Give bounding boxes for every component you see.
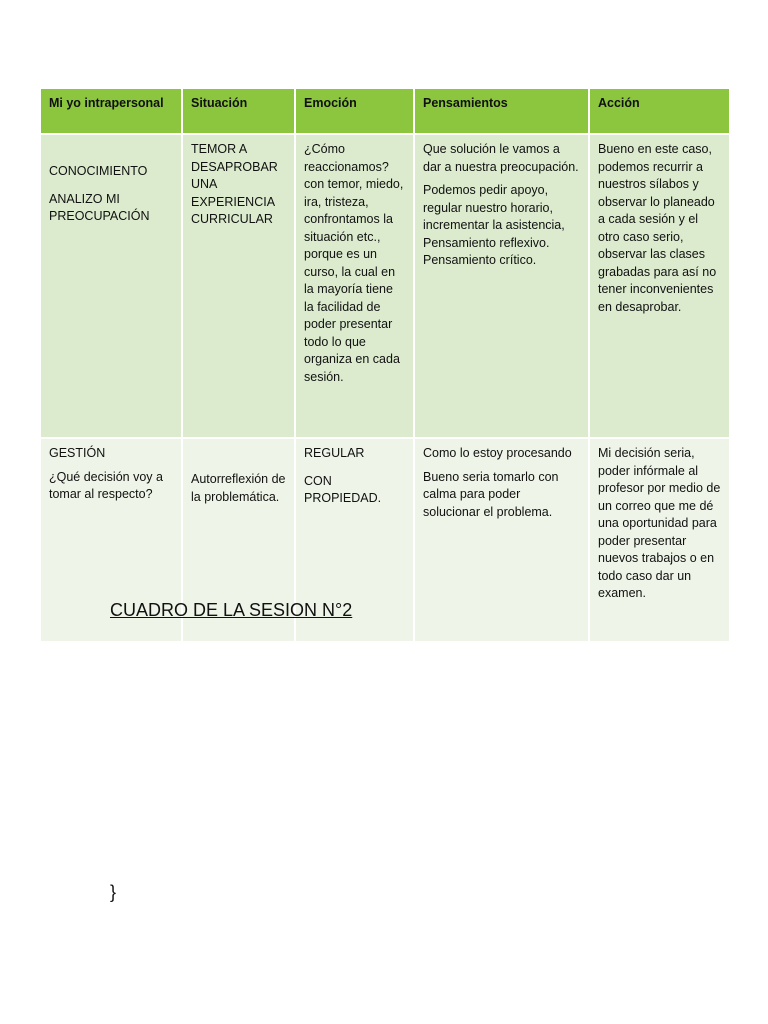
cell-line: Bueno seria tomarlo con calma para poder solucionar el problema.	[423, 469, 559, 519]
cell-pensamientos-gestion	[414, 438, 589, 642]
cell-situacion-conocimiento	[182, 134, 295, 438]
header-situacion: Situación	[182, 88, 295, 134]
header-pensamientos: Pensamientos	[414, 88, 589, 134]
cell-line: Bueno en este caso, podemos recurrir a nuestros sílabos y observar lo planeado a cada sesión y el otro caso serio, observar las clases grabadas para así no tener inconvenientes en desaprobar.	[598, 142, 717, 314]
cell-line: Podemos pedir apoyo, regular nuestro horario, incrementar la asistencia, Pensamiento reflexivo. Pensamiento crítico.	[423, 183, 565, 267]
closing-brace: }	[110, 882, 117, 902]
cell-line: GESTIÓN	[49, 446, 106, 460]
header-mi-yo-intrapersonal: Mi yo intrapersonal	[40, 88, 182, 134]
cell-accion-conocimiento	[589, 134, 730, 438]
cell-line: TEMOR A DESAPROBAR UNA EXPERIENCIA CURRICULAR	[191, 142, 278, 226]
cell-line: Autorreflexión de la problemática.	[191, 472, 286, 504]
cell-emocion-conocimiento	[295, 134, 414, 438]
cell-mi-yo-conocimiento	[40, 134, 182, 438]
cell-line: ¿Qué decisión voy a tomar al respecto?	[49, 469, 163, 501]
cell-accion-gestion	[589, 438, 730, 642]
cell-line: CON PROPIEDAD.	[304, 473, 382, 505]
cell-line: ¿Cómo reaccionamos? con temor, miedo, ira, tristeza, confrontamos la situación etc., porque es un curso, la cual en la mayoría tiene la facilidad de poder presentar todo lo que organiza en cada sesión.	[304, 142, 404, 384]
header-emocion: Emoción	[295, 88, 414, 134]
cell-line: Como lo estoy procesando	[423, 446, 572, 460]
cell-pensamientos-conocimiento	[414, 134, 589, 438]
cell-line: Mi decisión seria, poder infórmale al profesor por medio de un correo que me dé una oportunidad para poder presentar nuevos trabajos o en todo caso dar un examen.	[598, 446, 721, 600]
table-header-row	[40, 88, 730, 134]
cell-line: CONOCIMIENTO	[49, 164, 148, 178]
session-caption: CUADRO DE LA SESION N°2	[110, 600, 353, 620]
cell-line: REGULAR	[304, 446, 365, 460]
emotion-table	[39, 87, 731, 643]
cell-line: ANALIZO MI PREOCUPACIÓN	[49, 191, 150, 223]
header-accion: Acción	[589, 88, 730, 134]
table-row-conocimiento	[40, 134, 730, 438]
cell-line: Que solución le vamos a dar a nuestra preocupación.	[423, 142, 579, 174]
